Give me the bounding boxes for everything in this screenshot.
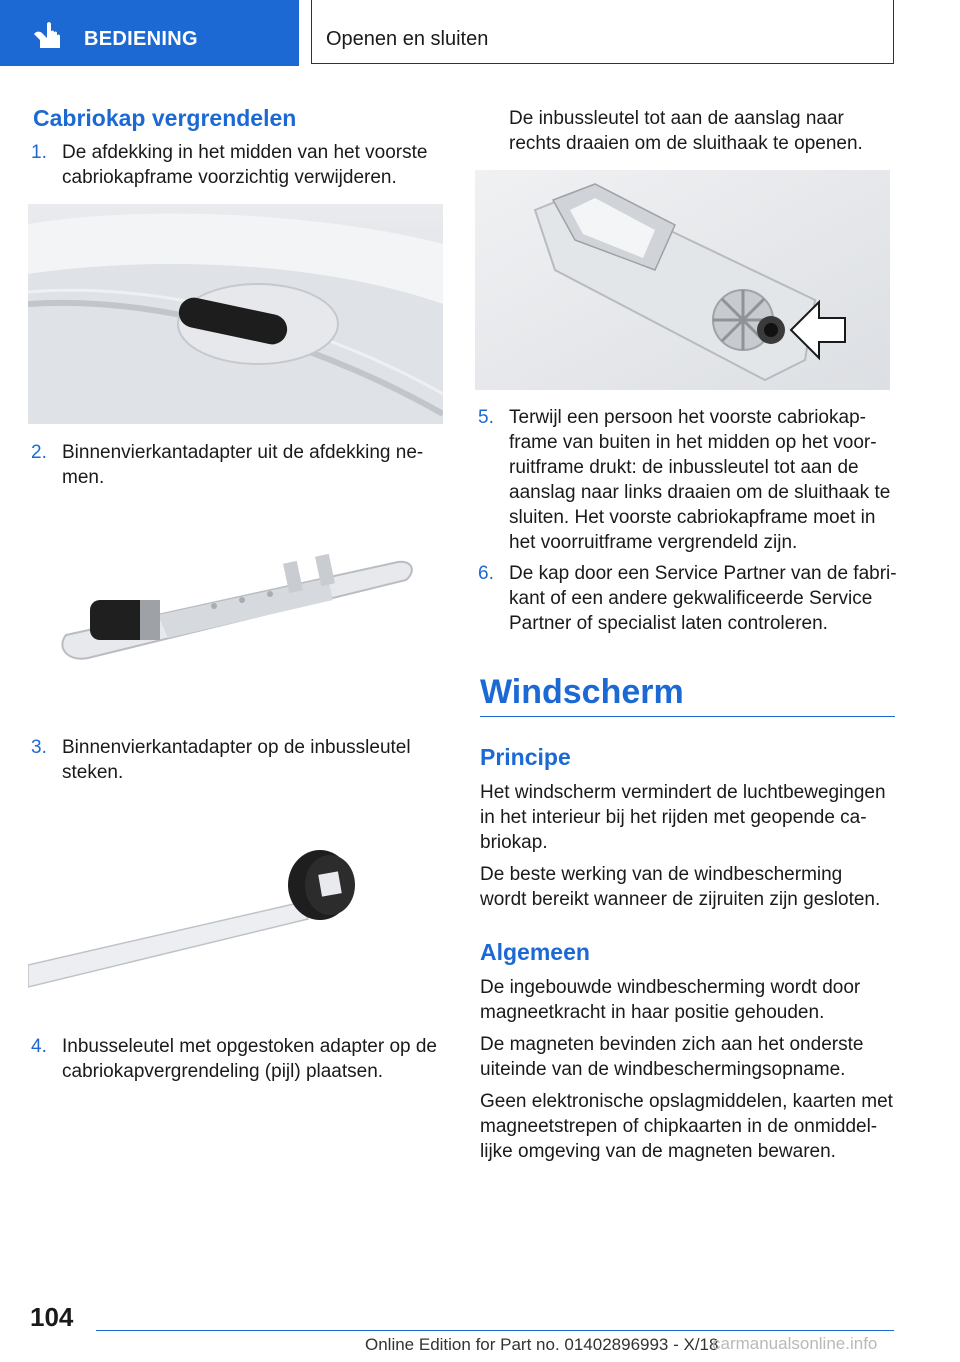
- step-number: 5.: [478, 407, 494, 428]
- figure-adapter-on-key: [28, 815, 443, 995]
- step-line: steken.: [62, 762, 124, 783]
- heading-algemeen: Algemeen: [480, 939, 590, 965]
- chapter-label: Openen en sluiten: [326, 28, 489, 50]
- step-line: men.: [62, 467, 105, 488]
- step-number: 2.: [31, 442, 47, 463]
- watermark-text: carmanualsonline.info: [712, 1334, 878, 1353]
- step-6: [478, 561, 929, 636]
- para-line: lijke omgeving van de magneten bewaren.: [480, 1141, 836, 1162]
- step-line: Terwijl een persoon het voorste cabriokap‐: [509, 407, 866, 428]
- step-line: cabriokapframe voorzichtig verwijderen.: [62, 167, 397, 188]
- step-number: 6.: [478, 563, 494, 584]
- step-4: [31, 1034, 482, 1084]
- para-line: De magneten bevinden zich aan het onderste: [480, 1034, 864, 1055]
- intro-paragraph: [509, 106, 899, 156]
- page-header: [0, 0, 960, 66]
- step-line: ruitframe drukt: de inbussleutel tot aan de: [509, 457, 859, 478]
- para-line: briokap.: [480, 832, 548, 853]
- heading-rule: [480, 716, 895, 717]
- step-number: 3.: [31, 737, 47, 758]
- step-1: [31, 140, 482, 190]
- step-line: Binnenvierkantadapter op de inbussleutel: [62, 737, 411, 758]
- figure-adapter-drawing: [28, 520, 443, 690]
- para-line: in het interieur bij het rijden met geopende ca‐: [480, 807, 867, 828]
- step-5: [478, 405, 929, 555]
- figure-key-drawing: [28, 815, 443, 995]
- algemeen-paragraph-1: [480, 975, 900, 1025]
- para-line: magneetstrepen of chipkaarten in de onmiddel‐: [480, 1116, 878, 1137]
- step-line: sluiten. Het voorste cabriokapframe moet in: [509, 507, 876, 528]
- section-tab: [0, 0, 299, 66]
- step-line: cabriokapvergrendeling (pijl) plaatsen.: [62, 1061, 384, 1082]
- para-line: Het windscherm vermindert de luchtbewegingen: [480, 782, 886, 803]
- para-line: wordt bereikt wanneer de zijruiten zijn gesloten.: [480, 889, 881, 910]
- footer-rule: [96, 1330, 894, 1331]
- principe-paragraph-1: [480, 780, 900, 855]
- heading-cabriokap-vergrendelen: Cabriokap vergrendelen: [33, 105, 297, 131]
- section-label: BEDIENING: [84, 28, 198, 50]
- step-line: kant of een andere gekwalificeerde Service: [509, 588, 873, 609]
- step-line: Inbusseleutel met opgestoken adapter op de: [62, 1036, 437, 1057]
- algemeen-paragraph-3: [480, 1089, 900, 1164]
- principe-paragraph-2: [480, 862, 900, 912]
- para-line: De beste werking van de windbescherming: [480, 864, 843, 885]
- step-line: frame van buiten in het midden op het voor‐: [509, 432, 877, 453]
- step-2: [31, 440, 482, 490]
- heading-windscherm: Windscherm: [480, 673, 684, 711]
- intro-line: rechts draaien om de sluithaak te openen.: [509, 133, 863, 154]
- heading-principe: Principe: [480, 744, 571, 770]
- hand-pointer-icon: [30, 20, 66, 50]
- intro-line: De inbussleutel tot aan de aanslag naar: [509, 108, 844, 129]
- edition-text: Online Edition for Part no. 01402896993 - X/18: [365, 1335, 719, 1354]
- para-line: De ingebouwde windbescherming wordt door: [480, 977, 861, 998]
- para-line: Geen elektronische opslagmiddelen, kaarten met: [480, 1091, 893, 1112]
- figure-lock-drawing: [475, 170, 890, 390]
- figure-cover-drawing: [28, 204, 443, 424]
- para-line: uiteinde van de windbeschermingsopname.: [480, 1059, 846, 1080]
- figure-adapter-removal: [28, 520, 443, 690]
- step-number: 4.: [31, 1036, 47, 1057]
- algemeen-paragraph-2: [480, 1032, 900, 1082]
- step-line: Binnenvierkantadapter uit de afdekking ne‐: [62, 442, 424, 463]
- page-number: 104: [30, 1302, 74, 1332]
- step-number: 1.: [31, 142, 47, 163]
- figure-key-in-lock: [475, 170, 890, 390]
- step-3: [31, 735, 482, 785]
- chapter-box: [311, 0, 894, 64]
- step-line: De kap door een Service Partner van de fabri‐: [509, 563, 897, 584]
- step-line: Partner of specialist laten controleren.: [509, 613, 828, 634]
- step-line: De afdekking in het midden van het voorste: [62, 142, 428, 163]
- figure-cover-removal: [28, 204, 443, 424]
- step-line: aanslag naar links draaien om de sluithaak te: [509, 482, 891, 503]
- step-line: het voorruitframe vergrendeld zijn.: [509, 532, 798, 553]
- para-line: magneetkracht in haar positie gehouden.: [480, 1002, 825, 1023]
